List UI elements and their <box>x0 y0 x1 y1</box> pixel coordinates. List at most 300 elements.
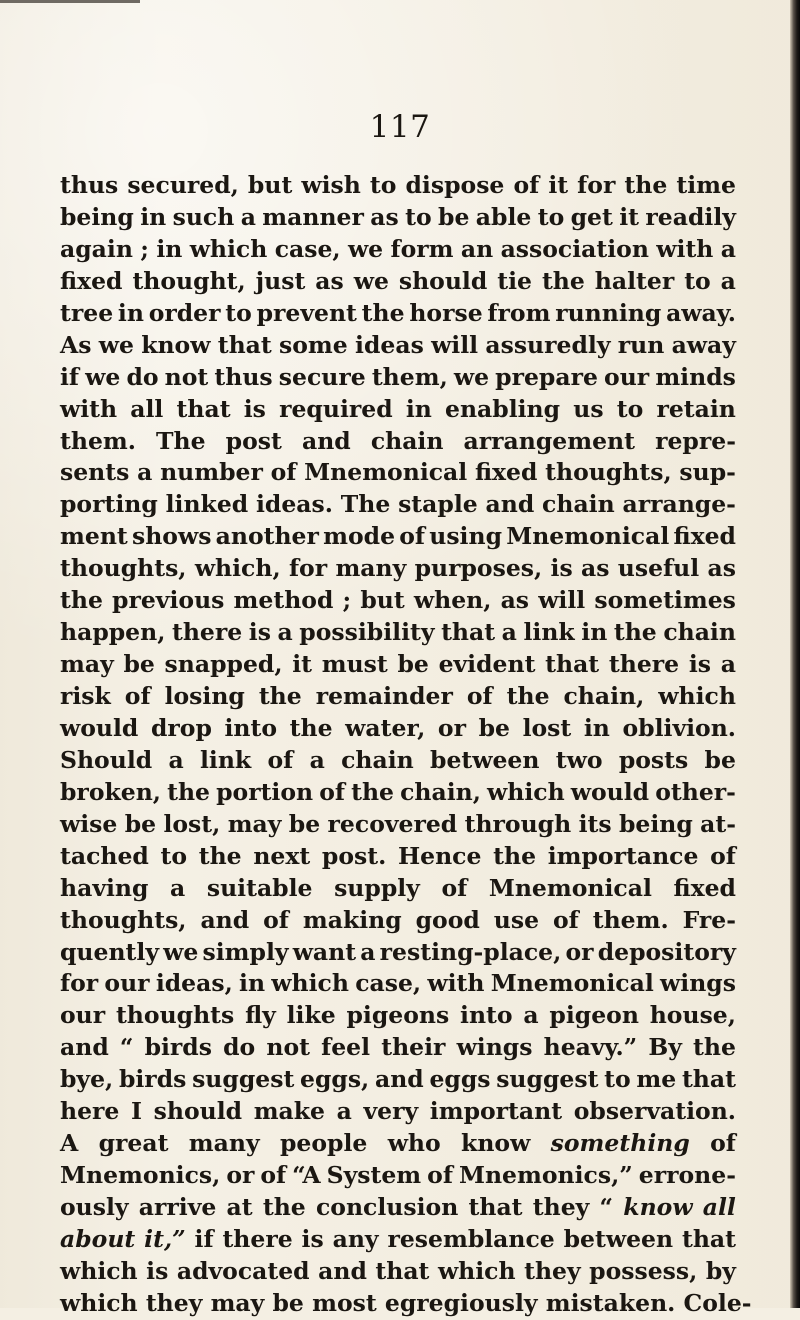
text-word: of <box>710 1129 736 1158</box>
text-word: the <box>262 1193 306 1221</box>
text-word: broken, <box>60 777 161 806</box>
text-word: lost, <box>163 809 221 838</box>
text-line <box>60 1032 736 1064</box>
text-word: if <box>60 362 80 391</box>
text-line <box>60 521 736 553</box>
text-word: many <box>335 554 407 583</box>
text-word: As <box>60 330 92 359</box>
text-word: get <box>570 202 613 231</box>
text-word: we <box>347 234 384 263</box>
text-line <box>60 777 736 809</box>
text-word: is <box>146 1256 169 1285</box>
text-word: eggs <box>429 1065 491 1094</box>
text-word: form <box>390 234 454 263</box>
text-word: great <box>98 1129 169 1158</box>
text-line <box>60 1256 736 1288</box>
text-word: wings <box>660 969 736 998</box>
text-word: ideas. <box>256 490 333 519</box>
text-word: make <box>253 1097 326 1126</box>
text-word: linked <box>165 490 249 519</box>
text-line <box>60 234 736 266</box>
text-line <box>60 170 736 202</box>
text-word: like <box>286 1001 336 1030</box>
text-word: as <box>707 554 736 583</box>
text-word: happen, <box>60 618 166 647</box>
text-word: sometimes <box>594 586 736 615</box>
text-word: mode <box>323 522 396 551</box>
text-word: an <box>460 234 494 263</box>
text-word: they <box>524 1256 581 1285</box>
text-line <box>60 905 736 937</box>
text-word: through <box>464 809 572 838</box>
text-line <box>60 681 736 713</box>
text-word: bye, <box>60 1065 114 1094</box>
text-word: Mnemonical <box>506 522 670 551</box>
text-word: case, <box>355 969 422 998</box>
text-word: is <box>248 618 271 647</box>
text-word: be <box>124 809 157 838</box>
text-word: them, <box>371 362 448 391</box>
text-word: for <box>577 171 616 199</box>
text-word: a <box>720 650 736 679</box>
text-word: many <box>188 1129 260 1158</box>
text-word: Hence <box>397 841 482 870</box>
text-word: would <box>60 713 139 742</box>
text-word: of <box>263 905 289 934</box>
text-word: mistaken. <box>545 1288 676 1317</box>
text-word: with <box>656 234 714 263</box>
text-line <box>60 298 736 330</box>
text-word: may <box>227 809 282 838</box>
text-word: Should <box>60 745 153 774</box>
text-word: a <box>360 937 376 966</box>
text-word: be <box>123 650 155 679</box>
text-word: the <box>493 841 537 870</box>
text-word: quently <box>60 937 159 966</box>
text-line <box>60 585 736 617</box>
text-word: is <box>550 554 573 583</box>
text-word: ideas <box>355 330 424 359</box>
text-word: able <box>475 202 532 231</box>
text-word: fixed <box>60 266 123 295</box>
text-word: which <box>437 1256 516 1285</box>
text-word: know <box>461 1129 531 1158</box>
text-word: again <box>60 234 133 263</box>
text-word: heavy.” <box>543 1033 638 1062</box>
text-word: and <box>318 1256 367 1285</box>
text-line <box>60 1096 736 1128</box>
text-word: good <box>415 905 480 934</box>
text-word: we <box>353 266 389 295</box>
text-word: be <box>704 745 736 774</box>
text-word: a <box>501 618 517 647</box>
text-word: prevent <box>256 298 357 327</box>
text-word: which <box>658 682 736 710</box>
text-word: fly <box>245 1001 276 1030</box>
text-line <box>60 553 736 585</box>
text-word: of <box>270 458 297 487</box>
text-word: do <box>223 1033 256 1062</box>
text-line <box>60 426 736 458</box>
text-word: which <box>60 1288 138 1317</box>
text-word: readily <box>645 202 736 231</box>
text-word: water, <box>345 713 426 742</box>
text-line <box>60 937 736 969</box>
text-word: of <box>319 777 346 806</box>
text-word: and <box>60 1033 109 1062</box>
text-line <box>60 1128 736 1160</box>
text-word: required <box>279 394 393 423</box>
text-word: all <box>702 1193 736 1221</box>
text-word: pigeon <box>549 1001 639 1030</box>
text-word: that <box>681 1065 736 1094</box>
text-word: egregiously <box>384 1288 538 1317</box>
text-word: such <box>172 202 235 231</box>
text-word: the <box>506 682 550 710</box>
text-word: wings <box>456 1033 533 1062</box>
text-word: as <box>370 202 399 231</box>
text-word: there <box>171 618 243 647</box>
text-word: risk <box>60 682 111 710</box>
text-word: the <box>258 682 302 710</box>
text-word: away <box>671 330 736 359</box>
text-word: very <box>363 1097 419 1126</box>
text-word: which <box>271 969 349 998</box>
text-word: be <box>397 650 429 679</box>
text-word: Mnemonics, <box>60 1161 221 1190</box>
text-word: a <box>170 873 186 902</box>
text-word: tree <box>60 298 114 327</box>
text-word: chain <box>341 745 414 774</box>
text-word: to <box>537 202 565 231</box>
text-word: the <box>693 1033 736 1062</box>
text-word: number <box>160 458 263 487</box>
text-word: of <box>513 171 540 199</box>
text-word: at <box>226 1193 253 1221</box>
text-word: with <box>427 969 485 998</box>
text-word: staple <box>398 490 478 519</box>
text-word: using <box>429 522 502 551</box>
text-word: halter <box>594 266 675 295</box>
text-word: as <box>581 554 610 583</box>
text-word: next <box>253 841 311 870</box>
text-word: advocated <box>176 1256 310 1285</box>
text-word: suggest <box>192 1065 295 1094</box>
text-line <box>60 713 736 745</box>
text-word: the <box>289 713 333 742</box>
text-line <box>60 394 736 426</box>
text-word: here <box>60 1097 120 1126</box>
text-word: some <box>279 330 348 359</box>
text-word: our <box>60 1001 106 1030</box>
text-word: secure <box>278 362 366 391</box>
text-line <box>60 1192 736 1224</box>
text-word: pigeons <box>346 1001 450 1030</box>
text-word: The <box>340 490 391 519</box>
text-word: want <box>292 937 357 966</box>
text-word: it <box>292 650 313 679</box>
text-word: Fre- <box>682 905 736 934</box>
text-word: with <box>60 394 118 423</box>
text-word: of <box>710 841 736 870</box>
text-word: arrange- <box>622 490 736 519</box>
text-line <box>60 266 736 298</box>
text-word: a <box>240 202 256 231</box>
text-word: method <box>233 586 334 615</box>
text-word: the <box>541 266 585 295</box>
text-word: chain <box>542 490 615 519</box>
book-spine-shadow <box>790 0 800 1308</box>
text-word: ideas, <box>155 969 233 998</box>
text-word: a <box>277 618 293 647</box>
text-word: may <box>210 1288 265 1317</box>
text-word: into <box>224 713 278 742</box>
text-word: in <box>583 713 610 742</box>
text-word: evident <box>438 650 536 679</box>
text-word: be <box>438 202 470 231</box>
text-word: use <box>493 905 540 934</box>
text-word: other- <box>655 777 736 806</box>
text-line <box>60 1160 736 1192</box>
text-word: house, <box>649 1001 736 1030</box>
text-word: and <box>301 426 351 455</box>
text-line <box>60 1288 752 1320</box>
text-word: chain, <box>400 777 481 806</box>
text-word: thus <box>60 171 119 199</box>
text-word: it <box>548 171 569 199</box>
text-word: wise <box>60 809 118 838</box>
text-word: case, <box>274 234 341 263</box>
text-word: and <box>200 905 250 934</box>
text-word: the <box>613 618 657 647</box>
text-word: lost <box>522 713 572 742</box>
text-word: to <box>405 202 432 231</box>
text-word: we <box>163 937 199 966</box>
text-line <box>60 841 736 873</box>
text-word: or <box>437 713 466 742</box>
text-word: for <box>288 554 328 583</box>
text-word: sents <box>60 458 130 487</box>
text-word: the <box>624 171 668 199</box>
text-word: a <box>523 1001 539 1030</box>
text-word: and <box>374 1065 424 1094</box>
text-word: away. <box>666 298 736 327</box>
text-word: our <box>104 969 150 998</box>
text-word: ously <box>60 1193 129 1221</box>
text-word: chain, <box>563 682 645 710</box>
text-word: must <box>321 650 388 679</box>
text-word: by <box>705 1256 736 1285</box>
text-line <box>60 1224 736 1256</box>
text-word: of <box>441 873 468 902</box>
text-line <box>60 1000 736 1032</box>
text-word: suitable <box>206 873 313 902</box>
text-word: of <box>260 1161 287 1190</box>
text-word: prepare <box>495 362 598 391</box>
text-word: to <box>369 171 397 199</box>
text-word: may <box>60 650 114 679</box>
text-word: being <box>60 202 134 231</box>
text-word: about <box>60 1224 136 1253</box>
text-word: something <box>550 1129 690 1158</box>
text-line <box>60 362 736 394</box>
text-word: as <box>315 266 344 295</box>
text-word: possess, <box>589 1256 698 1285</box>
text-word: repre- <box>655 426 736 455</box>
text-word: tached <box>60 841 149 870</box>
text-word: posts <box>618 745 689 774</box>
text-word: is <box>243 394 266 423</box>
text-word: making <box>302 905 402 934</box>
text-word: another <box>215 522 319 551</box>
text-word: which <box>60 1256 138 1285</box>
text-word: resemblance <box>387 1224 555 1253</box>
text-word: thoughts, <box>545 458 672 487</box>
text-word: there <box>608 650 680 679</box>
text-word: “ <box>599 1193 614 1221</box>
text-word: which, <box>194 554 281 583</box>
text-word: Mnemonics,” <box>458 1161 633 1190</box>
text-word: to <box>225 298 252 327</box>
text-word: retain <box>656 394 736 423</box>
text-word: post. <box>321 841 387 870</box>
text-word: remainder <box>315 682 453 710</box>
text-word: “ <box>119 1033 134 1062</box>
text-word: its <box>578 809 612 838</box>
text-word: a <box>336 1097 352 1126</box>
text-word: association <box>500 234 649 263</box>
text-word: or <box>226 1161 255 1190</box>
text-word: A <box>60 1129 79 1158</box>
text-word: be <box>288 809 321 838</box>
text-word: Cole- <box>683 1288 752 1317</box>
text-word: know <box>141 330 211 359</box>
text-word: us <box>573 394 604 423</box>
text-word: wish <box>301 171 361 199</box>
text-word: will <box>431 330 479 359</box>
text-word: manner <box>262 202 364 231</box>
text-word: losing <box>164 682 245 710</box>
text-word: people <box>279 1129 368 1158</box>
text-word: ; <box>140 234 149 263</box>
text-word: oblivion. <box>622 713 736 742</box>
text-word: know <box>623 1193 693 1221</box>
text-word: resting-place, <box>379 937 562 966</box>
text-word: ; <box>342 586 352 615</box>
text-word: thought, <box>132 266 246 295</box>
text-word: thoughts, <box>60 554 187 583</box>
text-word: be <box>478 713 510 742</box>
text-word: thus <box>214 362 273 391</box>
text-word: we <box>85 362 121 391</box>
text-word: in <box>239 969 266 998</box>
text-word: that <box>545 650 600 679</box>
text-line <box>60 457 736 489</box>
text-word: drop <box>150 713 212 742</box>
text-word: chain <box>663 618 736 647</box>
text-word: the <box>60 586 103 615</box>
text-word: the <box>167 777 210 806</box>
text-word: a <box>720 266 736 295</box>
text-line <box>60 617 736 649</box>
text-word: to <box>616 394 644 423</box>
top-edge-rule <box>0 0 140 3</box>
text-word: fixed <box>673 522 736 551</box>
text-word: recovered <box>327 809 458 838</box>
text-word: Mnemonical <box>490 969 654 998</box>
text-word: horse <box>409 298 483 327</box>
text-word: the <box>361 298 405 327</box>
text-word: observation. <box>573 1097 736 1126</box>
text-line <box>60 202 736 234</box>
text-word: shows <box>131 522 212 551</box>
text-word: is <box>688 650 711 679</box>
text-word: them. <box>60 426 136 455</box>
text-word: do <box>126 362 159 391</box>
text-word: thoughts, <box>60 905 187 934</box>
text-word: run <box>617 330 665 359</box>
text-word: in <box>140 202 167 231</box>
text-word: being <box>618 809 693 838</box>
text-word: we <box>453 362 490 391</box>
text-word: importance <box>547 841 699 870</box>
text-word: at- <box>700 809 736 838</box>
text-word: it <box>619 202 640 231</box>
text-word: depository <box>597 937 736 966</box>
text-word: and <box>485 490 535 519</box>
text-word: would <box>570 777 650 806</box>
text-word: purposes, <box>414 554 543 583</box>
text-word: when, <box>413 586 492 615</box>
text-word: it,” <box>144 1224 186 1253</box>
text-word: of <box>124 682 151 710</box>
text-word: their <box>381 1033 446 1062</box>
text-line <box>60 489 736 521</box>
text-line <box>60 968 736 1000</box>
text-word: arrangement <box>463 426 635 455</box>
body-text <box>60 170 752 1320</box>
text-word: Mnemonical <box>488 873 652 902</box>
text-word: ment <box>60 522 128 551</box>
text-word: all <box>130 394 164 423</box>
text-word: snapped, <box>164 650 283 679</box>
text-word: a <box>168 745 184 774</box>
text-word: in <box>405 394 432 423</box>
text-word: tie <box>497 266 532 295</box>
text-word: we <box>98 330 134 359</box>
text-word: if <box>194 1224 214 1253</box>
text-word: not <box>266 1033 310 1062</box>
text-word: previous <box>112 586 225 615</box>
text-line <box>60 1064 736 1096</box>
text-word: the <box>198 841 242 870</box>
text-word: just <box>255 266 306 295</box>
text-word: The <box>156 426 206 455</box>
text-line <box>60 745 736 777</box>
text-word: a <box>309 745 325 774</box>
text-word: thoughts <box>115 1001 235 1030</box>
text-word: fixed <box>474 458 538 487</box>
text-word: time <box>676 171 736 199</box>
text-word: that <box>176 394 231 423</box>
text-word: in <box>156 234 183 263</box>
text-word: as <box>500 586 530 615</box>
text-word: running <box>555 298 662 327</box>
text-word: assuredly <box>485 330 611 359</box>
text-word: birds <box>118 1065 187 1094</box>
text-word: but <box>247 171 293 199</box>
text-word: of <box>427 1161 453 1190</box>
